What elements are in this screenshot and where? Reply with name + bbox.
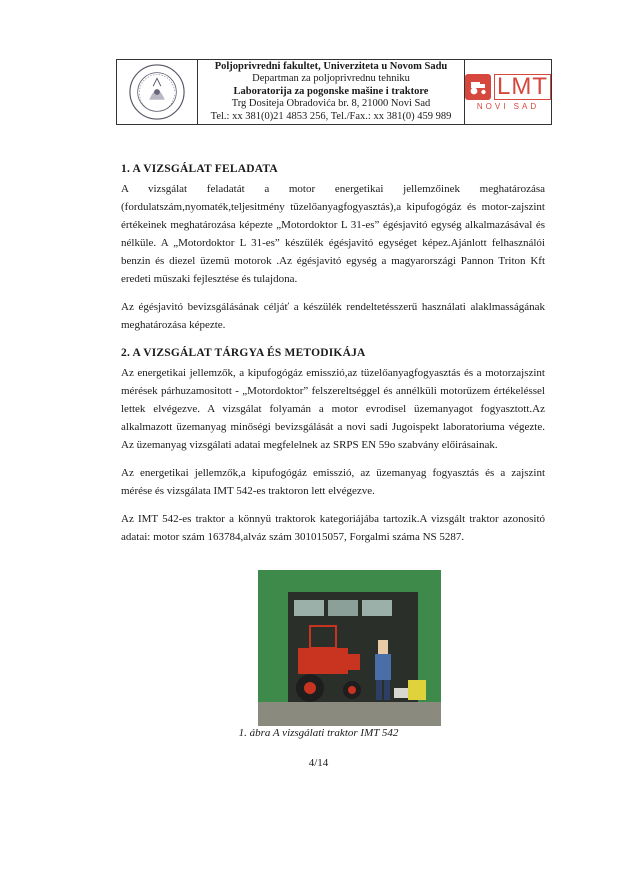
lmt-logo-cell (465, 60, 551, 124)
letterhead-text (198, 60, 465, 124)
section-2-paragraph-2: Az energetikai jellemzők,a kipufogógáz emisszió, az üzemanyag fogyasztás és a zajszint mérése és vizsgálata IMT 542-es traktoron lett elvégezve. (121, 467, 545, 497)
document-body (121, 160, 545, 556)
letterhead (116, 59, 552, 125)
laboratory-name: Laboratorija za pogonske mašine i traktore (233, 85, 429, 97)
faculty-seal-icon (128, 63, 186, 121)
tractor-photo-illustration (258, 570, 441, 726)
department-name: Departman za poljoprivrednu tehniku (252, 73, 410, 85)
address: Trg Dositeja Obradovića br. 8, 21000 Novi Sad (231, 98, 431, 110)
contact-phones: Tel.: xx 381(0)21 4853 256, Tel./Fax.: xx 381(0) 459 989 (210, 110, 452, 122)
section-2-paragraph-1: Az energetikai jellemzők, a kipufogógáz emisszió,az tüzelőanyagfogyasztás és a motorzajszint mérések párhuzamositott - „Motordoktor” felszereltséggel és annélküli motorüzem értékeléssel lettek elvégezve. A vizsgálat folyamán a motor evrodisel üzemanyagot fogyasztott.Az alkalmazott üzemanyag minőségi bevizsgálását a novi sadi Jugoispekt laboratoriuma végezte. Az üzemanyag vizsgálati adatai megfelelnek az SRPS EN 59o szabvány előirásainak. (121, 367, 545, 451)
page-number: 4/14 (308, 757, 329, 769)
faculty-name: Poljoprivredni fakultet, Univerziteta u Novom Sadu (214, 60, 448, 72)
lmt-logo-text: LMT (494, 74, 551, 100)
section-2-paragraph-3: Az IMT 542-es traktor a könnyü traktorok kategoriájába tartozik.A vizsgált traktor azonositó adatai: motor szám 163784,alváz szám 301015057, Forgalmi száma NS 5287. (121, 513, 545, 543)
faculty-seal-cell (117, 60, 198, 124)
tractor-photo (258, 570, 441, 726)
section-1-title: 1. A VIZSGÁLAT FELADATA (121, 163, 278, 175)
section-2-title: 2. A VIZSGÁLAT TÁRGYA ÉS METODIKÁJA (121, 347, 366, 359)
figure-caption: 1. ábra A vizsgálati traktor IMT 542 (238, 727, 399, 739)
lmt-logo (465, 74, 551, 100)
lmt-logo-subtitle: NOVI SAD (476, 101, 540, 111)
section-1-paragraph-1: A vizsgálat feladatát a motor energetikai jellemzőinek meghatározása (fordulatszám,nyomaték,teljesitmény tüzelőanyagfogyasztás),a kipufogógáz és motor-zajszint értékeinek meghatározása képezte „Motordoktor L 31-es” égésjavitó egység alkalmazásával és nélküle. A „Motordoktor L 31-es” készülék égésjavitó egységet képez.Ajánlott felhasználói benzin és diezel üzemü motorok .Az égésjavitó egység a magyarországi Pannon Triton Kft eredeti müszaki fejlesztése és tulajdona. (121, 183, 545, 285)
section-1-paragraph-2: Az égésjavitó bevizsgálásának céljáť a készülék rendeltetésszerű használati alaklmasságának meghatározása képezte. (121, 301, 545, 331)
tractor-icon (465, 74, 491, 100)
